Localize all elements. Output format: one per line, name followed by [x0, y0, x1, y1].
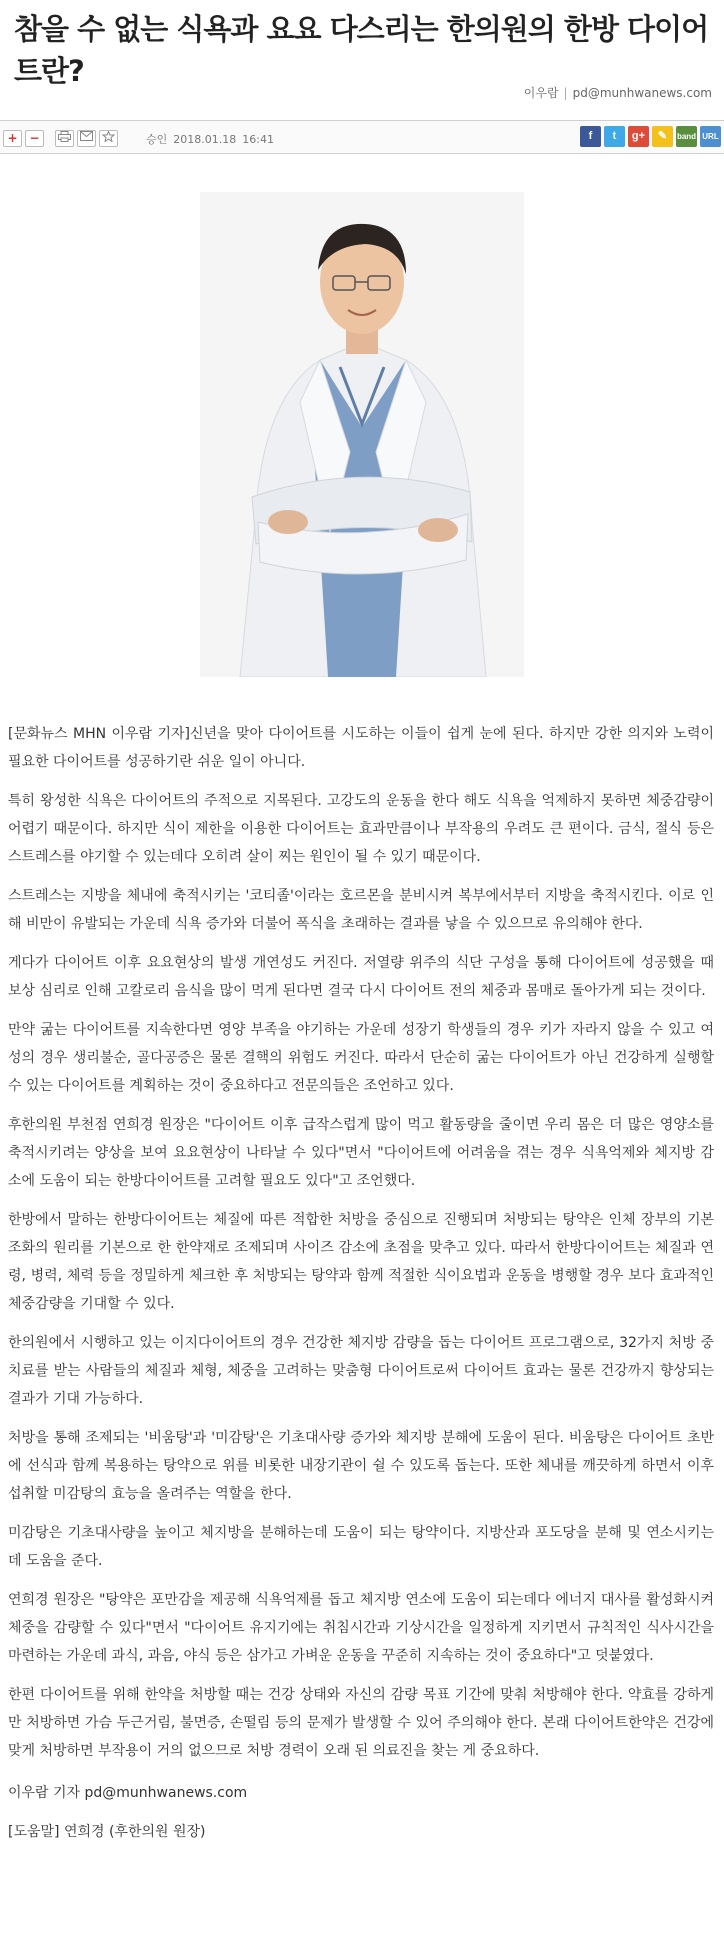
article-paragraph: 후한의원 부천점 연희경 원장은 "다이어트 이후 급작스럽게 많이 먹고 활동량을 줄이면 우리 몸은 더 많은 영양소를 축적시키려는 양상을 보여 요요현상이 나타날 수 있다"면서 "다이어트에 어려움을 겪는 경우 식욕억제와 체지방 감소에 도움이 되는 한방다이어트를 고려할 필요도 있다"고 조언했다.: [8, 1117, 714, 1189]
doctor-portrait-image: [200, 192, 524, 677]
scrap-icon: [102, 131, 115, 142]
byline: [524, 84, 712, 101]
article-paragraph: 미감탕은 기초대사량을 높이고 체지방을 분해하는데 도움이 되는 탕약이다. 지방산과 포도당을 분해 및 연소시키는데 도움을 준다.: [8, 1525, 714, 1569]
advice-credit: [도움말] 연희경 (후한의원 원장): [8, 1824, 206, 1840]
article-paragraph: 처방을 통해 조제되는 '비움탕'과 '미감탕'은 기초대사량 증가와 체지방 분해에 도움이 된다. 비움탕은 다이어트 초반에 선식과 함께 복용하는 탕약으로 위를 비롯한 내장기관이 쉴 수 있도록 돕는다. 또한 체내를 깨끗하게 하면서 이후 섭취할 미감탕의 효능을 올려주는 역할을 한다.: [8, 1430, 714, 1502]
author-name: 이우람: [523, 86, 559, 100]
approval-label: 승인: [146, 133, 168, 146]
reporter-signature: 이우람 기자 pd@munhwanews.com: [8, 1785, 248, 1801]
article-toolbar: [0, 120, 724, 154]
print-button[interactable]: [55, 130, 74, 147]
article-paragraph: 한의원에서 시행하고 있는 이지다이어트의 경우 건강한 체지방 감량을 돕는 다이어트 프로그램으로, 32가지 처방 중 치료를 받는 사람들의 체질과 체형, 체중을 고려하는 맞춤형 다이어트로써 다이어트 효과는 물론 건강까지 향상되는 결과가 기대 가능하다.: [8, 1335, 714, 1407]
approval-date: 2018.01.18: [173, 133, 237, 146]
kakaostory-share-button[interactable]: ✎: [652, 126, 673, 147]
article-paragraph: 한편 다이어트를 위해 한약을 처방할 때는 건강 상태와 자신의 감량 목표 기간에 맞춰 처방해야 한다. 약효를 강하게만 처방하면 가슴 두근거림, 불면증, 손떨림 등의 문제가 발생할 수 있어 주의해야 한다. 본래 다이어트한약은 건강에 맞게 처방하면 부작용이 거의 없으므로 처방 경력이 오래 된 의료진을 찾는 게 중요하다.: [8, 1687, 714, 1759]
author-email[interactable]: pd@munhwanews.com: [572, 86, 712, 100]
mail-icon: [80, 131, 93, 141]
facebook-share-button[interactable]: f: [580, 126, 601, 147]
byline-separator: |: [563, 86, 568, 100]
approval-info: [146, 131, 280, 147]
scrap-button[interactable]: [99, 130, 118, 147]
article-paragraph: 스트레스는 지방을 체내에 축적시키는 '코티졸'이라는 호르몬을 분비시켜 복부에서부터 지방을 축적시킨다. 이로 인해 비만이 유발되는 가운데 식욕 증가와 더불어 폭식을 초래하는 결과를 낳을 수 있으므로 유의해야 한다.: [8, 888, 714, 932]
email-button[interactable]: [77, 130, 96, 147]
print-icon: [58, 131, 71, 142]
twitter-share-button[interactable]: t: [604, 126, 625, 147]
article-paragraph: 연희경 원장은 "탕약은 포만감을 제공해 식욕억제를 돕고 체지방 연소에 도움이 되는데다 에너지 대사를 활성화시켜 체중을 감량할 수 있다"면서 "다이어트 유지기에는 취침시간과 기상시간을 일정하게 지키면서 규칙적인 식사시간을 마련하는 가운데 과식, 과음, 야식 등은 삼가고 가벼운 운동을 꾸준히 지속하는 것이 중요하다"고 덧붙였다.: [8, 1592, 714, 1664]
article-paragraph: 한방에서 말하는 한방다이어트는 체질에 따른 적합한 처방을 중심으로 진행되며 처방되는 탕약은 인체 장부의 기본 조화의 원리를 기본으로 한 한약재로 조제되며 사이즈 감소에 초점을 맞추고 있다. 따라서 한방다이어트는 체질과 연령, 병력, 체력 등을 정밀하게 체크한 후 처방되는 탕약과 함께 적절한 식이요법과 운동을 병행할 경우 보다 효과적인 체중감량을 기대할 수 있다.: [8, 1212, 714, 1312]
headline: 참을 수 없는 식욕과 요요 다스리는 한의원의 한방 다이어트란?: [14, 12, 709, 88]
article-body: [8, 720, 714, 1857]
article-paragraph: 게다가 다이어트 이후 요요현상의 발생 개연성도 커진다. 저열량 위주의 식단 구성을 통해 다이어트에 성공했을 때 보상 심리로 인해 고칼로리 음식을 많이 먹게 된다면 결국 다시 다이어트 전의 체중과 몸매로 돌아가게 되는 것이다.: [8, 955, 714, 999]
article-paragraph: 만약 굶는 다이어트를 지속한다면 영양 부족을 야기하는 가운데 성장기 학생들의 경우 키가 자라지 않을 수 있고 여성의 경우 생리불순, 골다공증은 물론 결핵의 위험도 커진다. 따라서 단순히 굶는 다이어트가 아닌 건강하게 실행할 수 있는 다이어트를 계획하는 것이 중요하다고 전문의들은 조언하고 있다.: [8, 1022, 714, 1094]
article-paragraph: 특히 왕성한 식욕은 다이어트의 주적으로 지목된다. 고강도의 운동을 한다 해도 식욕을 억제하지 못하면 체중감량이 어렵기 때문이다. 하지만 식이 제한을 이용한 다이어트는 효과만큼이나 부작용의 우려도 큰 편이다. 금식, 절식 등은 스트레스를 야기할 수 있는데다 오히려 살이 찌는 원인이 될 수 있기 때문이다.: [8, 793, 714, 865]
font-increase-button[interactable]: +: [3, 130, 22, 147]
font-decrease-button[interactable]: −: [25, 130, 44, 147]
article-photo: [200, 192, 524, 677]
url-copy-button[interactable]: URL: [700, 126, 721, 147]
band-share-button[interactable]: band: [676, 126, 697, 147]
article-paragraph: [문화뉴스 MHN 이우람 기자]신년을 맞아 다이어트를 시도하는 이들이 쉽게 눈에 된다. 하지만 강한 의지와 노력이 필요한 다이어트를 성공하기란 쉬운 일이 아니다.: [8, 726, 714, 770]
approval-time: 16:41: [242, 133, 274, 146]
google-plus-share-button[interactable]: g+: [628, 126, 649, 147]
